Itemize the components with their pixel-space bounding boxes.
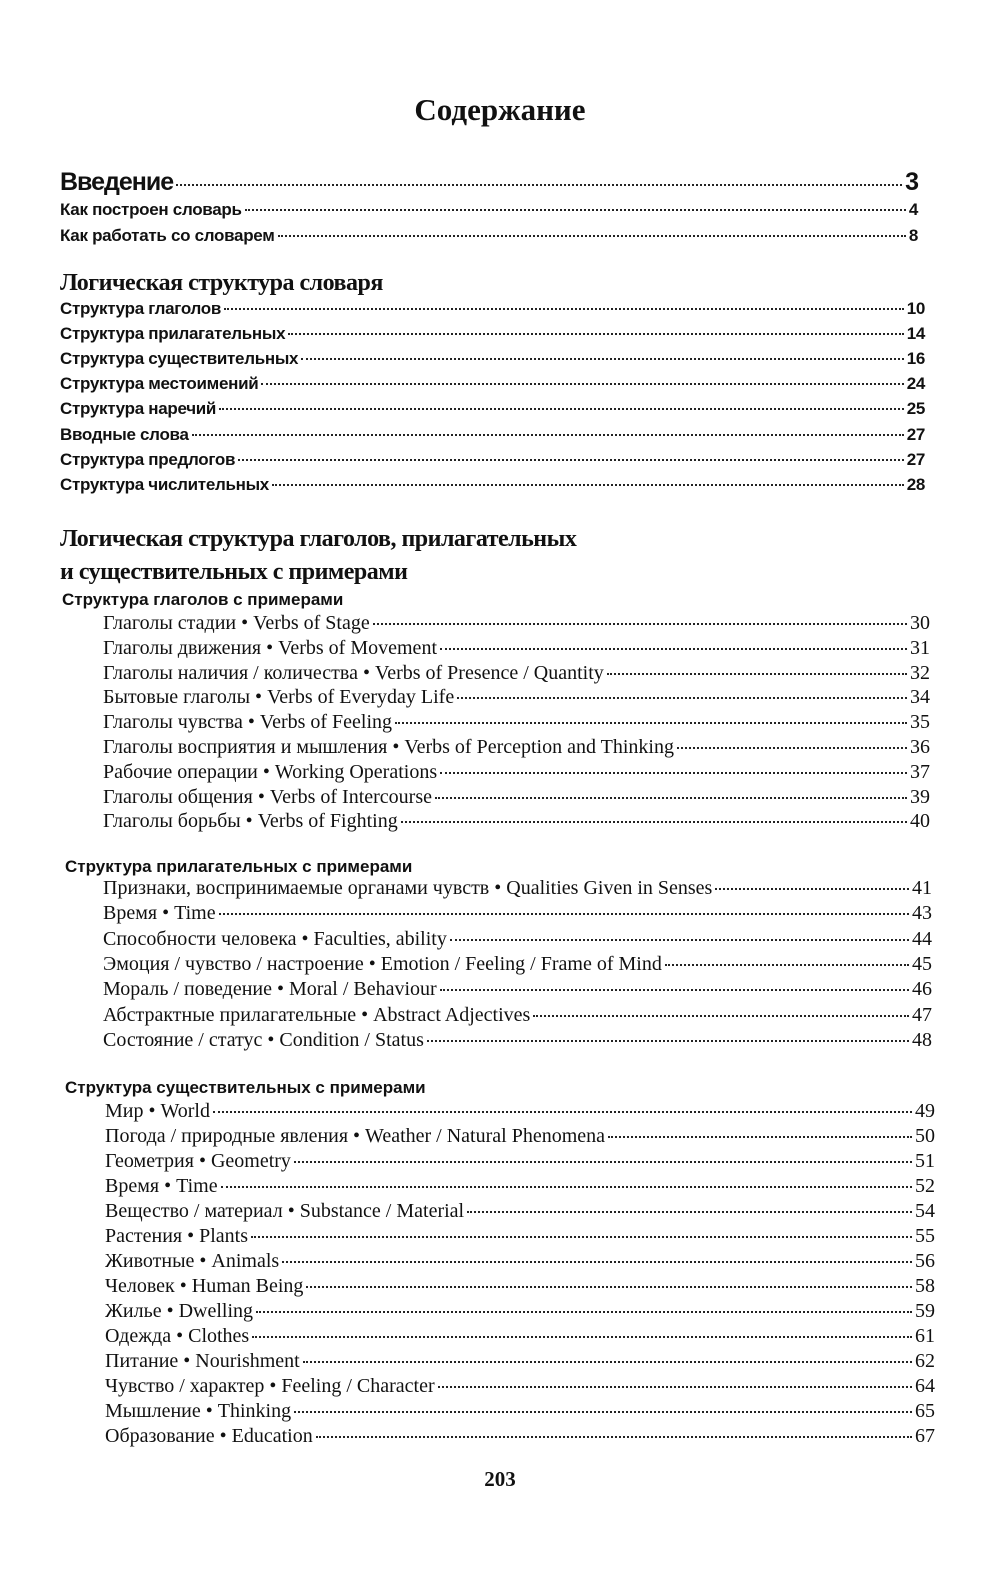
toc-entry-page: 35	[910, 711, 930, 734]
toc-entry[interactable]	[103, 978, 932, 1001]
toc-entry-page: 48	[912, 1028, 932, 1051]
section-heading: Логическая структура словаря	[60, 270, 383, 296]
leader-dots	[294, 1161, 912, 1163]
toc-entry[interactable]	[103, 761, 930, 784]
leader-dots	[440, 772, 907, 774]
toc-entry[interactable]	[103, 786, 930, 809]
toc-entry-page: 34	[910, 686, 930, 709]
toc-entry-page: 31	[910, 636, 930, 659]
leader-dots	[301, 358, 903, 360]
toc-entry[interactable]	[105, 1400, 935, 1423]
toc-entry[interactable]	[103, 711, 930, 734]
toc-entry[interactable]	[105, 1300, 935, 1323]
toc-entry-label: Абстрактные прилагательные • Abstract Adjectives	[103, 1003, 531, 1026]
section-heading: Логическая структура глаголов, прилагательных	[60, 526, 577, 552]
leader-dots	[608, 1136, 912, 1138]
toc-entry-label: Структура местоимений	[60, 374, 259, 394]
toc-entry-label: Погода / природные явления • Weather / Natural Phenomena	[105, 1125, 606, 1147]
leader-dots	[677, 747, 907, 749]
toc-entry-label: Состояние / статус • Condition / Status	[103, 1028, 424, 1051]
toc-entry-page: 65	[915, 1400, 935, 1422]
leader-dots	[373, 623, 907, 625]
toc-entry-page: 37	[910, 760, 930, 783]
toc-entry-page: 3	[905, 168, 918, 196]
toc-entry-label: Глаголы стадии • Verbs of Stage	[103, 612, 370, 634]
toc-entry[interactable]	[60, 374, 925, 394]
toc-entry[interactable]	[105, 1325, 935, 1348]
toc-entry[interactable]	[103, 810, 930, 833]
leader-dots	[221, 1186, 912, 1188]
leader-dots	[395, 722, 907, 724]
leader-dots	[245, 209, 906, 211]
toc-entry[interactable]	[103, 902, 932, 925]
toc-entry-page: 41	[912, 877, 932, 899]
toc-entry-page: 44	[912, 927, 932, 950]
toc-entry-page: 40	[910, 810, 930, 833]
leader-dots	[261, 383, 903, 385]
toc-entry-page: 25	[906, 399, 925, 419]
toc-entry[interactable]	[60, 299, 925, 319]
toc-entry-label: Бытовые глаголы • Verbs of Everyday Life	[103, 686, 455, 709]
toc-entry-page: 54	[915, 1200, 935, 1222]
toc-entry-label: Как работать со словарем	[60, 226, 275, 245]
toc-entry-label: Глаголы чувства • Verbs of Feeling	[103, 711, 393, 734]
toc-entry-page: 50	[915, 1125, 935, 1147]
toc-entry-label: Мышление • Thinking	[105, 1400, 292, 1422]
toc-entry-label: Рабочие операции • Working Operations	[103, 760, 438, 783]
leader-dots	[224, 308, 904, 310]
toc-entry-label: Структура прилагательных	[60, 324, 286, 344]
leader-dots	[288, 333, 903, 335]
toc-entry-label: Глаголы восприятия и мышления • Verbs of Perception and Thinking	[103, 736, 674, 758]
toc-entry[interactable]	[105, 1275, 935, 1298]
toc-entry-label: Структура числительных	[60, 474, 269, 494]
toc-entry-label: Геометрия • Geometry	[105, 1150, 291, 1172]
toc-entry[interactable]	[60, 324, 925, 344]
leader-dots	[272, 484, 904, 486]
toc-entry[interactable]	[103, 1029, 932, 1052]
toc-entry-label: Время • Time	[105, 1175, 218, 1197]
toc-entry[interactable]	[60, 425, 925, 445]
leader-dots	[256, 1311, 912, 1313]
toc-entry[interactable]	[105, 1150, 935, 1173]
toc-entry-label: Мир • World	[105, 1100, 210, 1122]
toc-entry-page: 8	[908, 226, 918, 245]
leader-dots	[467, 1211, 912, 1213]
leader-dots	[192, 434, 904, 436]
toc-entry[interactable]	[105, 1225, 935, 1248]
leader-dots	[306, 1286, 912, 1288]
leader-dots	[278, 235, 906, 237]
leader-dots	[427, 1040, 909, 1042]
toc-entry-page: 61	[915, 1325, 935, 1347]
toc-entry-page: 64	[915, 1375, 935, 1397]
toc-entry-label: Растения • Plants	[105, 1225, 248, 1247]
toc-entry-intro[interactable]	[60, 168, 918, 197]
toc-entry-page: 58	[915, 1275, 935, 1297]
toc-entry-label: Одежда • Clothes	[105, 1325, 250, 1347]
toc-entry-page: 27	[906, 449, 925, 469]
leader-dots	[252, 1336, 912, 1338]
toc-entry[interactable]	[105, 1350, 935, 1373]
toc-entry-page: 52	[915, 1175, 935, 1197]
leader-dots	[316, 1436, 912, 1438]
toc-entry-label: Мораль / поведение • Moral / Behaviour	[103, 978, 437, 1001]
leader-dots	[438, 1386, 912, 1388]
toc-entry[interactable]	[60, 399, 925, 419]
toc-entry-label: Введение	[60, 168, 174, 196]
toc-entry-label: Глаголы борьбы • Verbs of Fighting	[103, 810, 398, 833]
toc-entry-label: Эмоция / чувство / настроение • Emotion / Feeling / Frame of Mind	[103, 952, 662, 975]
toc-entry-page: 47	[912, 1003, 932, 1026]
toc-entry[interactable]	[103, 686, 930, 709]
toc-entry-page: 49	[915, 1100, 935, 1122]
leader-dots	[294, 1411, 912, 1413]
toc-entry[interactable]	[60, 200, 918, 220]
toc-entry-label: Глаголы движения • Verbs of Movement	[103, 636, 437, 659]
toc-entry[interactable]	[103, 612, 930, 635]
toc-entry-page: 10	[906, 299, 925, 318]
toc-entry-label: Вещество / материал • Substance / Material	[105, 1200, 465, 1222]
toc-entry[interactable]	[105, 1250, 935, 1273]
subsection-heading-verbs: Структура глаголов с примерами	[62, 590, 344, 609]
toc-entry[interactable]	[105, 1100, 935, 1123]
toc-entry-label: Структура предлогов	[60, 449, 236, 469]
leader-dots	[440, 648, 907, 650]
leader-dots	[715, 888, 909, 890]
section-heading: и существительных с примерами	[60, 559, 408, 585]
toc-entry-page: 32	[910, 661, 930, 684]
toc-entry-page: 43	[912, 902, 932, 925]
subsection-heading-nouns: Структура существительных с примерами	[65, 1078, 426, 1097]
leader-dots	[435, 797, 907, 799]
toc-entry-label: Как построен словарь	[60, 200, 242, 219]
leader-dots	[282, 1261, 912, 1263]
leader-dots	[450, 939, 909, 941]
toc-entry-page: 55	[915, 1225, 935, 1247]
leader-dots	[219, 913, 909, 915]
toc-entry-page: 51	[915, 1150, 935, 1172]
leader-dots	[251, 1236, 912, 1238]
toc-entry-page: 59	[915, 1300, 935, 1322]
toc-entry-label: Время • Time	[103, 902, 216, 925]
toc-entry-page: 46	[912, 978, 932, 1001]
toc-entry-page: 36	[910, 736, 930, 758]
leader-dots	[213, 1111, 912, 1113]
toc-entry[interactable]	[103, 1004, 932, 1027]
toc-entry-label: Структура глаголов	[60, 299, 222, 318]
toc-entry-label: Жилье • Dwelling	[105, 1300, 254, 1322]
leader-dots	[533, 1015, 909, 1017]
toc-entry[interactable]	[105, 1375, 935, 1398]
toc-entry-label: Признаки, воспринимаемые органами чувств • Qualities Given in Senses	[103, 877, 713, 899]
toc-entry-page: 16	[906, 349, 925, 369]
toc-entry[interactable]	[60, 450, 925, 470]
toc-entry[interactable]	[103, 736, 930, 759]
toc-entry[interactable]	[103, 877, 932, 900]
toc-entry[interactable]	[60, 226, 918, 246]
toc-entry-page: 27	[906, 424, 925, 444]
toc-entry-label: Структура существительных	[60, 349, 299, 369]
toc-entry-page: 56	[915, 1250, 935, 1272]
toc-entry[interactable]	[105, 1175, 935, 1198]
toc-entry-label: Животные • Animals	[105, 1250, 280, 1272]
toc-entry-page: 14	[906, 324, 925, 344]
toc-entry[interactable]	[103, 637, 930, 660]
toc-entry[interactable]	[105, 1425, 935, 1448]
toc-entry[interactable]	[60, 475, 925, 495]
toc-entry-page: 62	[915, 1350, 935, 1372]
toc-entry-page: 4	[908, 200, 918, 219]
leader-dots	[440, 989, 909, 991]
toc-entry[interactable]	[105, 1200, 935, 1223]
toc-entry-label: Человек • Human Being	[105, 1275, 304, 1297]
page-title: Содержание	[414, 92, 586, 127]
leader-dots	[238, 459, 904, 461]
leader-dots	[607, 673, 907, 675]
toc-entry[interactable]	[60, 349, 925, 369]
leader-dots	[219, 408, 904, 410]
toc-entry-label: Чувство / характер • Feeling / Character	[105, 1375, 435, 1397]
toc-entry-page: 28	[906, 474, 925, 494]
toc-entry-label: Вводные слова	[60, 424, 189, 444]
subsection-heading-adjectives: Структура прилагательных с примерами	[65, 857, 413, 876]
toc-entry-label: Глаголы наличия / количества • Verbs of Presence / Quantity	[103, 661, 604, 684]
toc-entry-label: Образование • Education	[105, 1425, 313, 1447]
toc-entry-page: 67	[915, 1425, 935, 1447]
toc-entry-label: Способности человека • Faculties, ability	[103, 927, 447, 950]
toc-entry-label: Структура наречий	[60, 399, 217, 419]
toc-entry-page: 39	[910, 785, 930, 808]
toc-entry-label: Питание • Nourishment	[105, 1350, 300, 1372]
toc-entry-page: 45	[912, 952, 932, 975]
leader-dots	[457, 697, 907, 699]
toc-entry[interactable]	[103, 953, 932, 976]
toc-entry-page: 30	[910, 612, 930, 634]
leader-dots	[176, 184, 902, 186]
toc-entry-label: Глаголы общения • Verbs of Intercourse	[103, 785, 432, 808]
toc-entry-page: 24	[906, 374, 925, 394]
toc-entry[interactable]	[105, 1125, 935, 1148]
page-number: 203	[484, 1467, 516, 1491]
leader-dots	[665, 964, 909, 966]
toc-entry[interactable]	[103, 928, 932, 951]
leader-dots	[303, 1361, 912, 1363]
toc-entry[interactable]	[103, 662, 930, 685]
leader-dots	[401, 821, 907, 823]
